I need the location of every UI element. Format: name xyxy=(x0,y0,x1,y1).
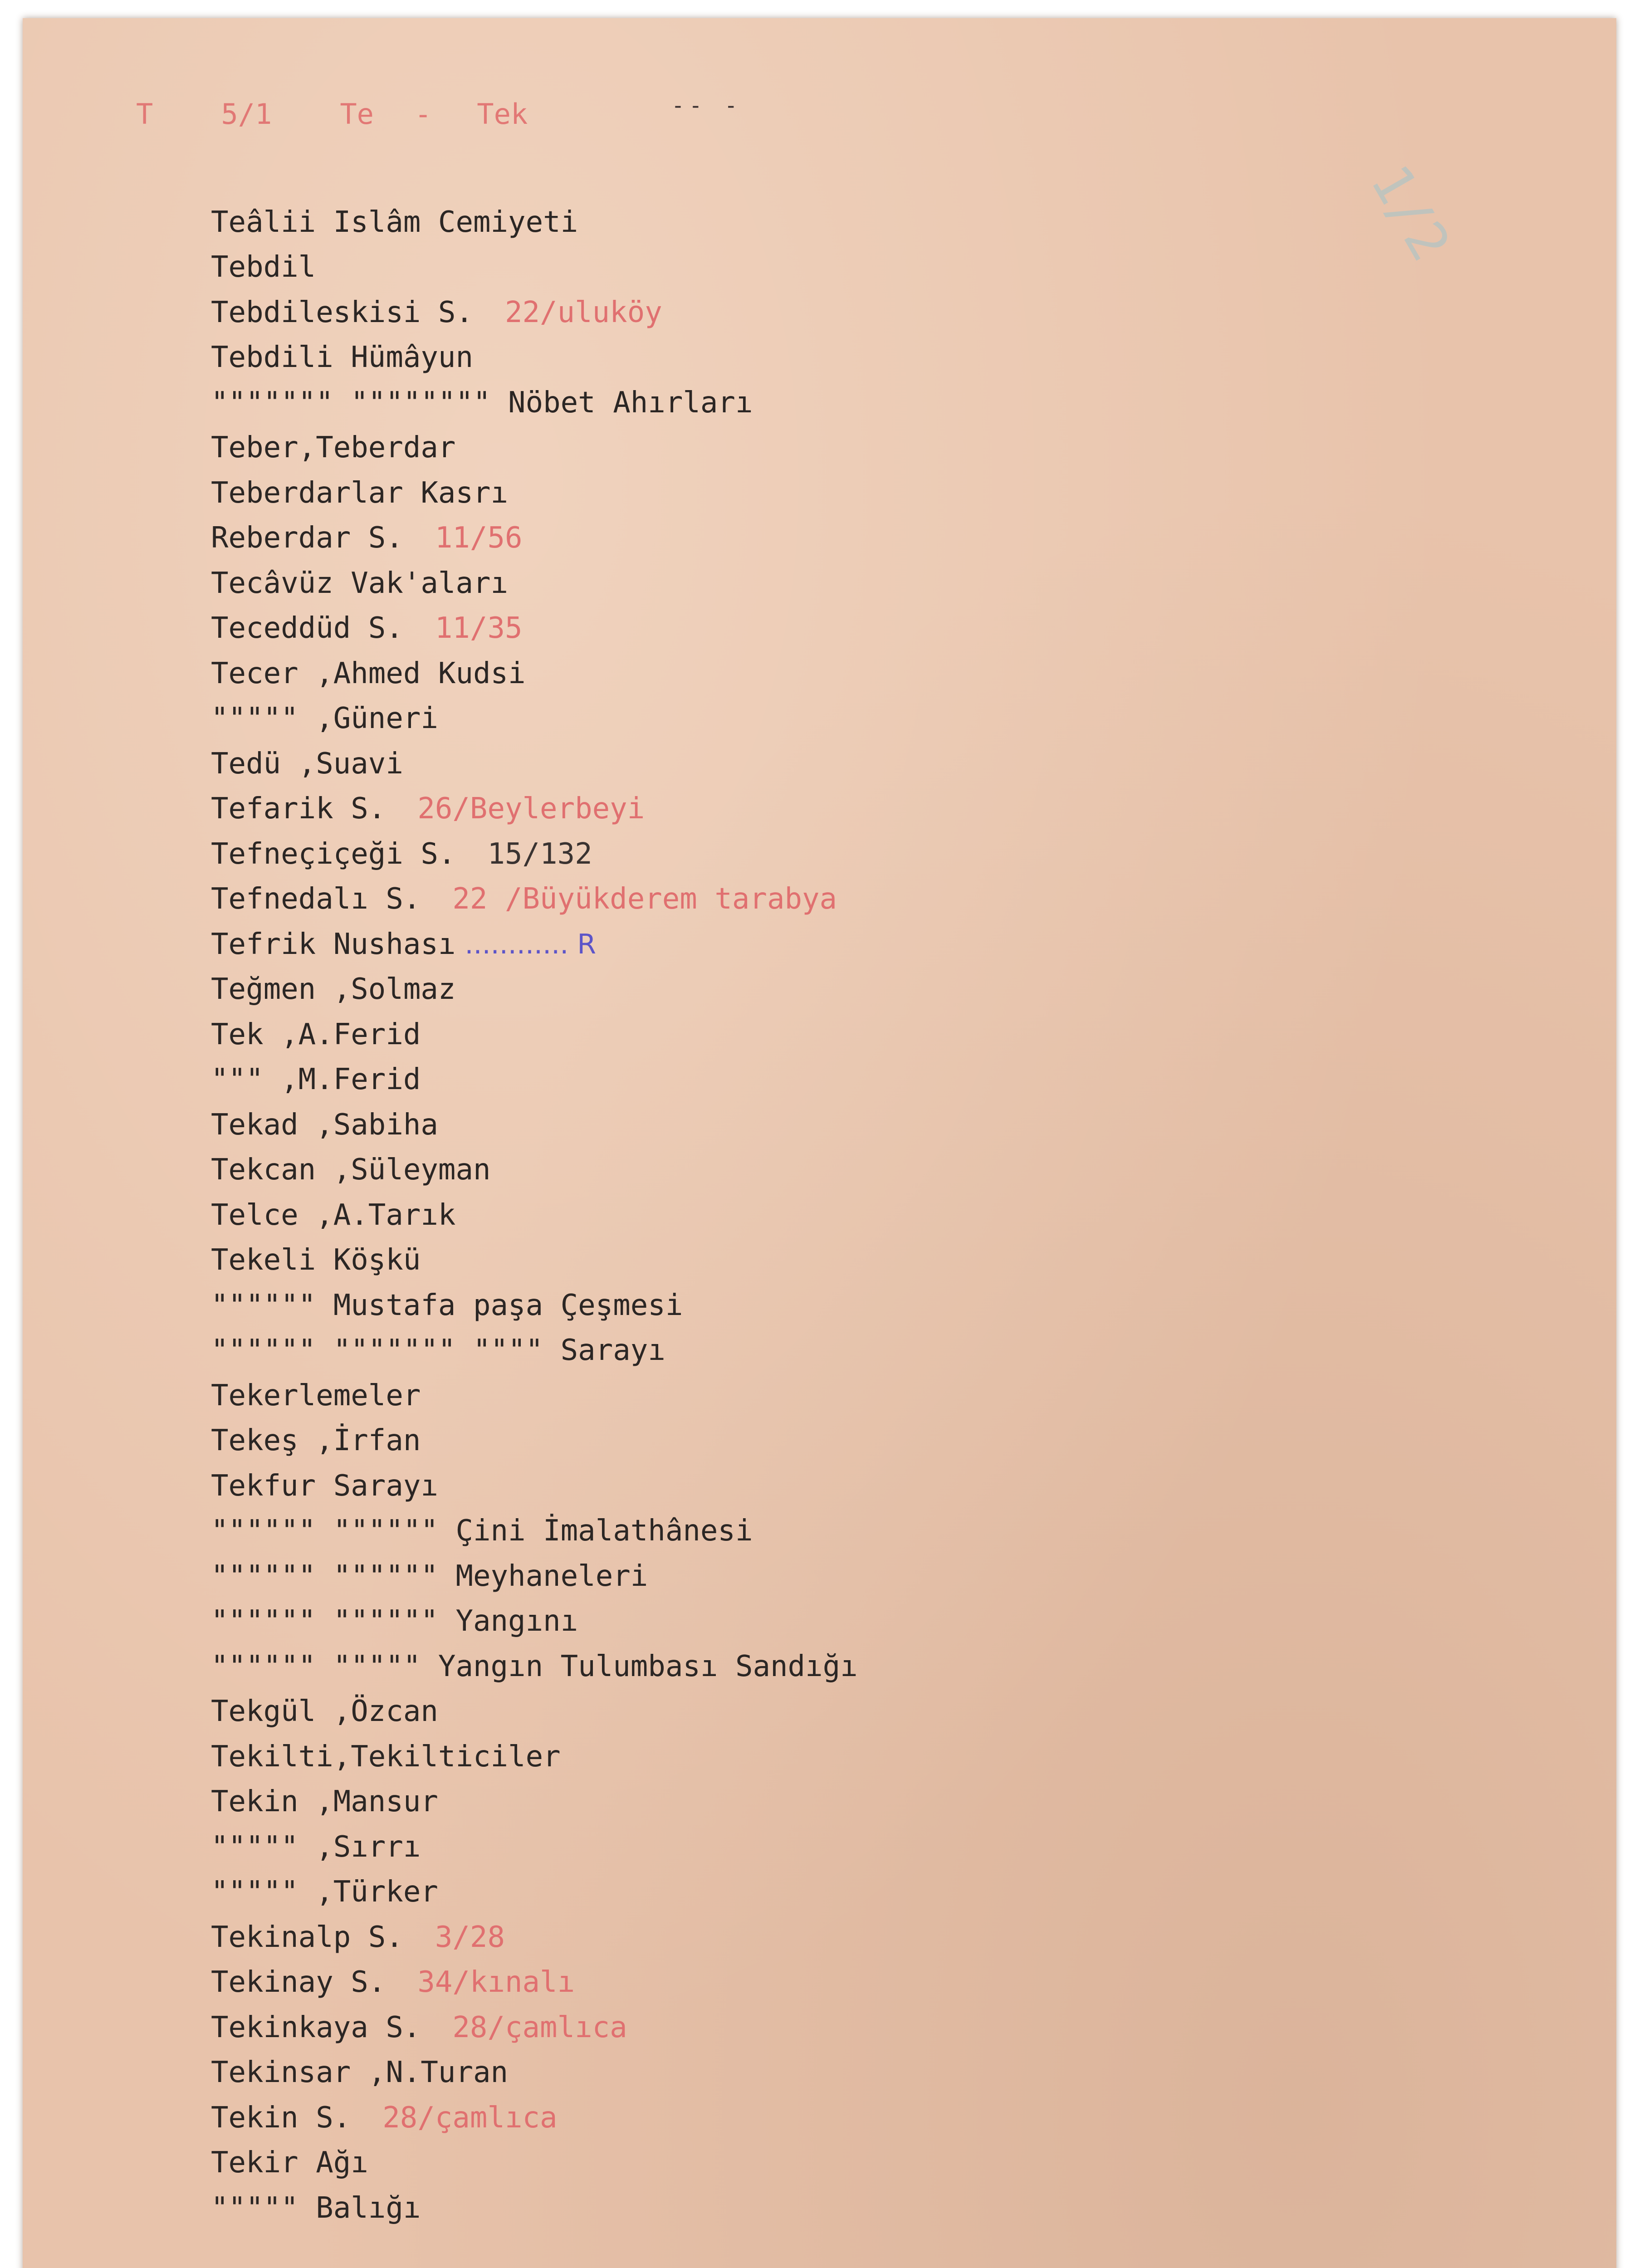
entry-reference: 28/çamlıca xyxy=(452,2010,627,2044)
list-item xyxy=(211,1554,1572,1599)
list-item xyxy=(211,470,1572,516)
list-item xyxy=(211,922,1572,967)
list-item xyxy=(211,1644,1572,1689)
entry-term: Tekad ,Sabiha xyxy=(211,1108,438,1142)
entry-reference: 22 /Büyükderem tarabya xyxy=(452,882,837,916)
header-dash: - xyxy=(414,98,432,131)
entry-term: """""" """"" Yangın Tulumbası Sandığı xyxy=(211,1649,858,1683)
entry-term: Tedü ,Suavi xyxy=(211,747,403,781)
list-item xyxy=(211,1824,1572,1870)
list-item xyxy=(211,380,1572,425)
entry-term: Tekgül ,Özcan xyxy=(211,1695,438,1729)
list-item xyxy=(211,967,1572,1012)
list-item xyxy=(211,290,1572,335)
entry-term: Tebdileskisi S. xyxy=(211,295,473,329)
list-item xyxy=(211,1238,1572,1283)
entry-term: Tefrik Nushası xyxy=(211,927,456,961)
list-item xyxy=(211,696,1572,742)
entry-term: """""" """"""" """" Sarayı xyxy=(211,1334,665,1368)
list-item xyxy=(211,1373,1572,1418)
entry-term: Telce ,A.Tarık xyxy=(211,1198,456,1232)
entry-term: Tekerlemeler xyxy=(211,1378,421,1413)
entry-term: Tecâvüz Vak'aları xyxy=(211,566,509,600)
entry-term: Teber,Teberdar xyxy=(211,431,456,465)
list-item xyxy=(211,1193,1572,1238)
list-item xyxy=(211,1734,1572,1779)
header-range-start: Te xyxy=(340,98,374,131)
entry-reference: 28/çamlıca xyxy=(382,2101,558,2135)
list-item xyxy=(211,1870,1572,1915)
list-item xyxy=(211,1057,1572,1103)
entry-term: """""" Mustafa paşa Çeşmesi xyxy=(211,1288,683,1322)
list-item xyxy=(211,1328,1572,1374)
entry-term: Tefnedalı S. xyxy=(211,882,421,916)
entry-term: """""" """""" Çini İmalathânesi xyxy=(211,1514,753,1548)
list-item xyxy=(211,200,1572,245)
entry-term: Tekeli Köşkü xyxy=(211,1243,421,1277)
entry-term: Tek ,A.Ferid xyxy=(211,1017,421,1051)
entry-reference: 11/56 xyxy=(435,521,523,555)
entry-reference: 3/28 xyxy=(435,1920,505,1954)
list-item xyxy=(211,1689,1572,1735)
list-item xyxy=(211,2005,1572,2050)
entry-reference: 26/Beylerbeyi xyxy=(417,792,645,826)
entry-reference: 22/uluköy xyxy=(504,295,662,329)
entry-term: """"""" """""""" Nöbet Ahırları xyxy=(211,386,753,420)
entry-term: """ ,M.Ferid xyxy=(211,1063,421,1097)
entry-term: Tekinalp S. xyxy=(211,1920,403,1954)
list-item xyxy=(211,1012,1572,1057)
header-range-end: Tek xyxy=(477,98,528,131)
handwritten-note: ............ R xyxy=(465,928,597,960)
entry-term: Teberdarlar Kasrı xyxy=(211,476,509,510)
corner-pencil-note: 1/2 xyxy=(1358,154,1462,272)
entry-term: Tecer ,Ahmed Kudsi xyxy=(211,656,526,690)
entry-term: """"" Balığı xyxy=(211,2191,421,2225)
entry-term: """"" ,Türker xyxy=(211,1875,438,1909)
list-item xyxy=(211,1599,1572,1644)
list-item xyxy=(211,1509,1572,1554)
entry-term: Tekcan ,Süleyman xyxy=(211,1153,491,1187)
entry-term: """"" ,Sırrı xyxy=(211,1830,421,1864)
entry-term: Tekfur Sarayı xyxy=(211,1469,438,1503)
list-item xyxy=(211,516,1572,561)
entry-term: Teğmen ,Solmaz xyxy=(211,973,456,1007)
list-item xyxy=(211,877,1572,922)
list-item xyxy=(211,787,1572,832)
list-item xyxy=(211,1960,1572,2005)
card-header xyxy=(136,98,596,143)
list-item xyxy=(211,1463,1572,1509)
entry-reference: 15/132 xyxy=(487,837,592,871)
entry-term: Tekir Ağı xyxy=(211,2146,368,2180)
entry-list xyxy=(211,200,1572,2231)
entry-reference: 34/kınalı xyxy=(417,1965,575,1999)
list-item xyxy=(211,335,1572,381)
entry-term: Tefneçiçeği S. xyxy=(211,837,456,871)
entry-term: Tekinsar ,N.Turan xyxy=(211,2056,509,2090)
top-marks: -- - xyxy=(671,93,742,118)
list-item xyxy=(211,2095,1572,2141)
header-folder: 5/1 xyxy=(221,98,272,131)
entry-term: Tekinkaya S. xyxy=(211,2010,421,2044)
list-item xyxy=(211,1148,1572,1193)
list-item xyxy=(211,2050,1572,2096)
list-item xyxy=(211,2185,1572,2231)
entry-term: Tekinay S. xyxy=(211,1965,386,1999)
entry-term: Tekeş ,İrfan xyxy=(211,1424,421,1458)
entry-term: Teceddüd S. xyxy=(211,611,403,645)
entry-term: Reberdar S. xyxy=(211,521,403,555)
entry-term: Tefarik S. xyxy=(211,792,386,826)
list-item xyxy=(211,606,1572,651)
list-item xyxy=(211,651,1572,696)
entry-term: Tekin S. xyxy=(211,2101,351,2135)
list-item xyxy=(211,245,1572,290)
entry-term: """"" ,Güneri xyxy=(211,702,438,736)
entry-term: Tekilti,Tekilticiler xyxy=(211,1740,561,1774)
index-card-page xyxy=(23,18,1616,2268)
list-item xyxy=(211,741,1572,787)
entry-term: Teâlii Islâm Cemiyeti xyxy=(211,205,578,239)
list-item xyxy=(211,425,1572,471)
list-item xyxy=(211,1418,1572,1464)
entry-term: """""" """""" Meyhaneleri xyxy=(211,1559,648,1593)
entry-term: Tebdili Hümâyun xyxy=(211,341,473,375)
entry-term: Tebdil xyxy=(211,250,316,284)
entry-reference: 11/35 xyxy=(435,611,523,645)
list-item xyxy=(211,1283,1572,1328)
list-item xyxy=(211,561,1572,606)
header-letter: T xyxy=(136,98,153,131)
entry-term: Tekin ,Mansur xyxy=(211,1785,438,1819)
list-item xyxy=(211,1779,1572,1825)
list-item xyxy=(211,1102,1572,1148)
list-item xyxy=(211,831,1572,877)
list-item xyxy=(211,1915,1572,1960)
entry-term: """""" """""" Yangını xyxy=(211,1604,578,1638)
list-item xyxy=(211,2141,1572,2186)
